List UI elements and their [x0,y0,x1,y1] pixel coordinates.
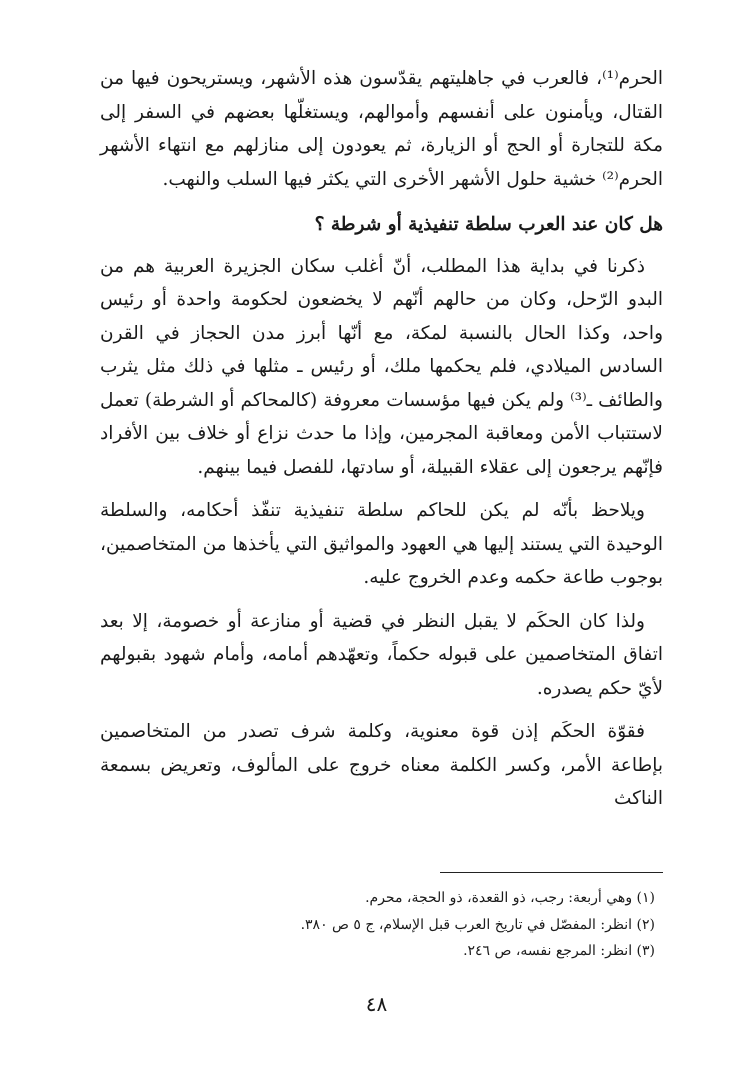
paragraph-sacred-months: الحرم⁽¹⁾، فالعرب في جاهليتهم يقدّسون هذه الأشهر، ويستريحون فيها من القتال، ويأمنون على أنفسهم وأموالهم، ويستغلّها بعضهم في السفر إلى مكة للتجارة أو الحج أو الزيارة، ثم يعودون إلى منازلهم مع انتهاء الأشهر الحرم⁽²⁾ خشية حلول الأشهر الأخرى التي يكثر فيها السلب والنهب. [100,68,663,190]
footnote-2: (٢) انظر: المفصّل في تاريخ العرب قبل الإسلام، ج ٥ ص ٣٨٠. [300,916,655,933]
footnotes [100,885,655,965]
section-heading: هل كان عند العرب سلطة تنفيذية أو شرطة ؟ [314,214,663,235]
paragraph-arbiter-acceptance: ولذا كان الحكَم لا يقبل النظر في قضية أو منازعة أو خصومة، إلا بعد اتفاق المتخاصمين على قبوله حكماً، وتعهّدهم أمامه، وأمام شهود بقبولهم لأيّ حكم يصدره. [100,610,663,699]
footnote-3: (٣) انظر: المرجع نفسه، ص ٢٤٦. [463,943,655,959]
footnote-1: (١) وهي أربعة: رجب، ذو القعدة، ذو الحجة، محرم. [365,890,655,906]
paragraph-moral-power: فقوّة الحكَم إذن قوة معنوية، وكلمة شرف تصدر من المتخاصمين بإطاعة الأمر، وكسر الكلمة معناه خروج على المألوف، وتعريض بسمعة الناكث [100,721,663,809]
paragraph-no-executive: ويلاحظ بأنّه لم يكن للحاكم سلطة تنفيذية تنفّذ أحكامه، والسلطة الوحيدة التي يستند إليها هي العهود والمواثيق التي يأخذها من المتخاصمين، بوجوب طاعة حكمه وعدم الخروج عليه. [100,500,663,588]
main-text [100,62,663,826]
footnote-divider [440,872,663,873]
paragraph-authority: ذكرنا في بداية هذا المطلب، أنّ أغلب سكان الجزيرة العربية هم من البدو الرّحل، وكان من حالهم أنّهم لا يخضعون لحكومة واحدة أو رئيس واحد، وكذا الحال بالنسبة لمكة، مع أنّها أبرز مدن الحجاز في القرن السادس الميلادي، فلم يحكمها ملك، أو رئيس ـ مثلها في ذلك مثل يثرب والطائف ـ⁽³⁾ ولم يكن فيها مؤسسات معروفة (كالمحاكم أو الشرطة) تعمل لاستتباب الأمن ومعاقبة المجرمين، وإذا ما حدث نزاع أو خلاف بين الأفراد فإنّهم يرجعون إلى عقلاء القبيلة، أو سادتها، للفصل فيما بينهم. [100,255,663,478]
page-number: ٤٨ [365,992,388,1016]
